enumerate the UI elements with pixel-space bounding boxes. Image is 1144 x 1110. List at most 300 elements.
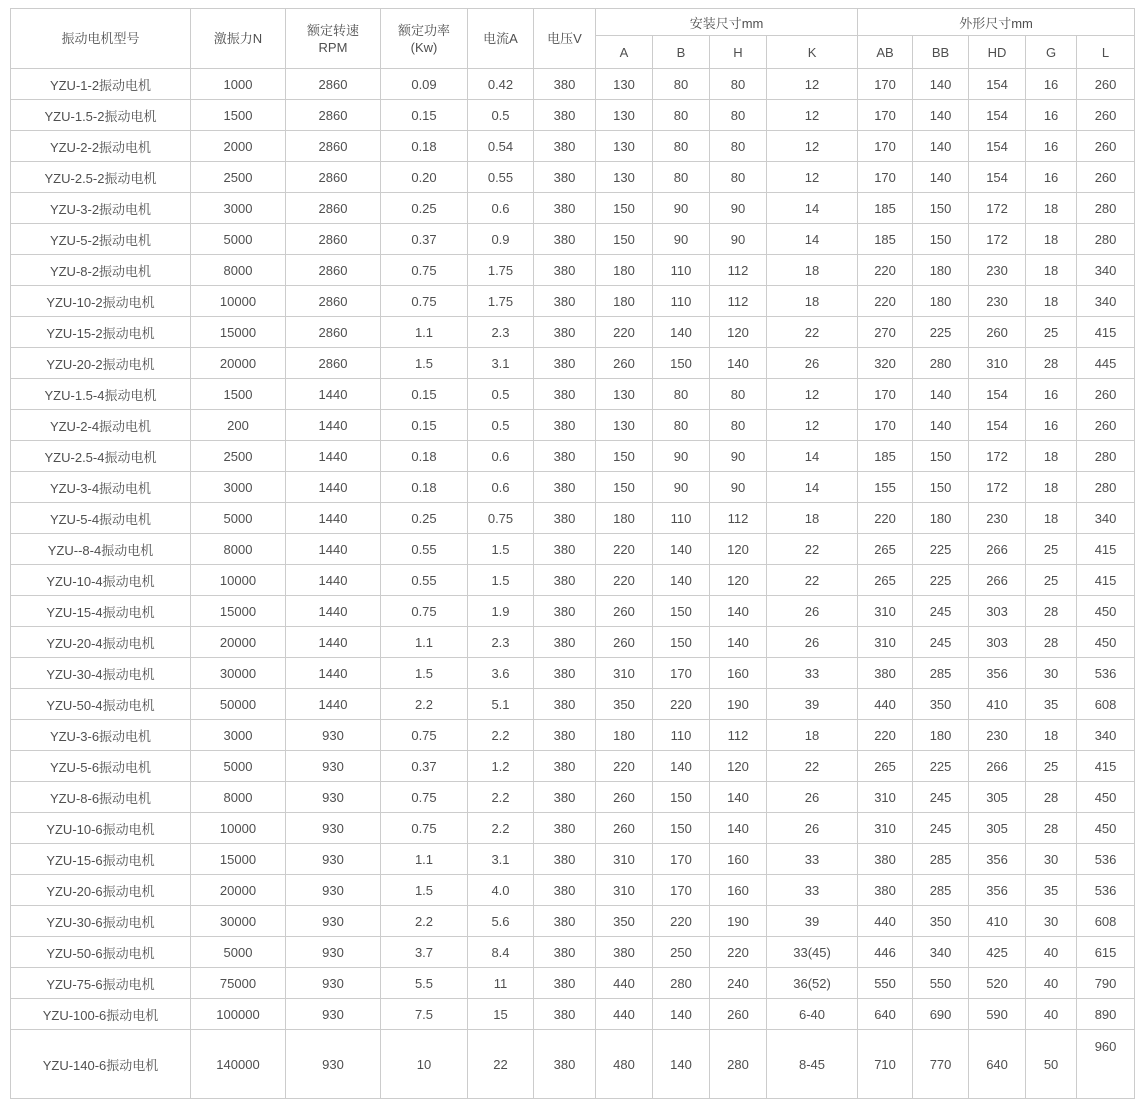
cell-value: 6-40	[767, 999, 858, 1030]
cell-value: 130	[596, 162, 653, 193]
cell-value: 410	[969, 689, 1026, 720]
cell-value: 1440	[286, 410, 381, 441]
cell-value: 170	[653, 875, 710, 906]
cell-value: 250	[653, 937, 710, 968]
cell-value: 285	[913, 875, 969, 906]
cell-value: 130	[596, 410, 653, 441]
cell-value: 18	[767, 286, 858, 317]
cell-value: 450	[1077, 627, 1135, 658]
cell-value: 536	[1077, 844, 1135, 875]
cell-value: 130	[596, 379, 653, 410]
cell-value: 3.1	[468, 348, 534, 379]
cell-value: 220	[710, 937, 767, 968]
cell-value: 80	[653, 379, 710, 410]
cell-model: YZU-140-6振动电机	[11, 1030, 191, 1099]
cell-value: 80	[653, 100, 710, 131]
cell-value: 10000	[191, 286, 286, 317]
cell-value: 2.3	[468, 627, 534, 658]
cell-value: 0.37	[381, 751, 468, 782]
cell-value: 930	[286, 1030, 381, 1099]
cell-value: 90	[710, 472, 767, 503]
cell-value: 110	[653, 503, 710, 534]
cell-model: YZU-50-6振动电机	[11, 937, 191, 968]
cell-value: 266	[969, 534, 1026, 565]
cell-value: 5000	[191, 751, 286, 782]
cell-value: 280	[710, 1030, 767, 1099]
cell-value: 150	[596, 472, 653, 503]
cell-value: 450	[1077, 782, 1135, 813]
cell-value: 265	[858, 751, 913, 782]
cell-value: 640	[969, 1030, 1026, 1099]
cell-value: 225	[913, 534, 969, 565]
cell-value: 1440	[286, 379, 381, 410]
cell-value: 2860	[286, 162, 381, 193]
cell-value: 20000	[191, 348, 286, 379]
cell-value: 15000	[191, 844, 286, 875]
table-row	[11, 720, 1135, 751]
cell-value: 1.5	[381, 658, 468, 689]
cell-value: 260	[596, 782, 653, 813]
cell-value: 380	[534, 69, 596, 100]
cell-value: 930	[286, 906, 381, 937]
cell-value: 220	[653, 906, 710, 937]
cell-value: 2500	[191, 162, 286, 193]
table-row	[11, 348, 1135, 379]
cell-value: 380	[534, 999, 596, 1030]
cell-value: 1.1	[381, 627, 468, 658]
cell-value: 220	[858, 720, 913, 751]
cell-value: 0.5	[468, 410, 534, 441]
cell-value: 170	[858, 69, 913, 100]
cell-value: 12	[767, 162, 858, 193]
cell-model: YZU--8-4振动电机	[11, 534, 191, 565]
cell-value: 16	[1026, 162, 1077, 193]
cell-value: 260	[710, 999, 767, 1030]
cell-value: 150	[596, 193, 653, 224]
cell-value: 380	[534, 286, 596, 317]
cell-value: 28	[1026, 782, 1077, 813]
cell-value: 80	[653, 69, 710, 100]
cell-value: 356	[969, 658, 1026, 689]
cell-value: 140	[710, 596, 767, 627]
cell-value: 185	[858, 224, 913, 255]
cell-value: 415	[1077, 751, 1135, 782]
cell-value: 2860	[286, 100, 381, 131]
cell-value: 310	[596, 875, 653, 906]
cell-value: 180	[913, 720, 969, 751]
cell-value: 180	[913, 503, 969, 534]
cell-model: YZU-1-2振动电机	[11, 69, 191, 100]
cell-value: 112	[710, 255, 767, 286]
cell-value: 340	[1077, 720, 1135, 751]
cell-value: 930	[286, 751, 381, 782]
cell-value: 1440	[286, 658, 381, 689]
cell-value: 50000	[191, 689, 286, 720]
cell-value: 380	[534, 255, 596, 286]
cell-value: 8-45	[767, 1030, 858, 1099]
cell-value: 1440	[286, 503, 381, 534]
cell-model: YZU-8-2振动电机	[11, 255, 191, 286]
cell-value: 150	[653, 596, 710, 627]
cell-value: 15000	[191, 317, 286, 348]
cell-value: 36(52)	[767, 968, 858, 999]
cell-value: 2.2	[468, 782, 534, 813]
cell-value: 200	[191, 410, 286, 441]
cell-value: 380	[534, 379, 596, 410]
cell-value: 120	[710, 317, 767, 348]
cell-value: 170	[858, 379, 913, 410]
cell-value: 930	[286, 875, 381, 906]
cell-value: 8000	[191, 255, 286, 286]
cell-value: 303	[969, 596, 1026, 627]
cell-value: 450	[1077, 813, 1135, 844]
cell-value: 120	[710, 534, 767, 565]
cell-value: 16	[1026, 69, 1077, 100]
cell-value: 150	[913, 193, 969, 224]
cell-value: 340	[1077, 503, 1135, 534]
column-header-force: 激振力N	[191, 9, 286, 69]
cell-value: 1.9	[468, 596, 534, 627]
cell-value: 26	[767, 596, 858, 627]
cell-value: 380	[534, 782, 596, 813]
cell-value: 18	[1026, 286, 1077, 317]
cell-value: 0.18	[381, 472, 468, 503]
cell-model: YZU-20-4振动电机	[11, 627, 191, 658]
cell-value: 140	[653, 751, 710, 782]
table-row	[11, 875, 1135, 906]
column-header-voltage: 电压V	[534, 9, 596, 69]
column-header-model: 振动电机型号	[11, 9, 191, 69]
table-row	[11, 627, 1135, 658]
cell-value: 1440	[286, 689, 381, 720]
cell-value: 20000	[191, 875, 286, 906]
cell-value: 25	[1026, 534, 1077, 565]
cell-value: 310	[969, 348, 1026, 379]
column-header-b: B	[653, 36, 710, 69]
cell-value: 536	[1077, 658, 1135, 689]
cell-value: 18	[1026, 224, 1077, 255]
cell-value: 140	[710, 348, 767, 379]
cell-value: 3000	[191, 720, 286, 751]
table-row	[11, 317, 1135, 348]
cell-value: 170	[858, 100, 913, 131]
cell-value: 260	[1077, 100, 1135, 131]
cell-value: 12	[767, 100, 858, 131]
cell-value: 260	[1077, 379, 1135, 410]
cell-value: 130	[596, 131, 653, 162]
cell-value: 90	[653, 441, 710, 472]
cell-model: YZU-15-4振动电机	[11, 596, 191, 627]
cell-value: 380	[534, 131, 596, 162]
cell-value: 280	[1077, 472, 1135, 503]
cell-value: 0.54	[468, 131, 534, 162]
cell-value: 380	[534, 1030, 596, 1099]
cell-value: 150	[653, 782, 710, 813]
cell-value: 140	[913, 131, 969, 162]
cell-value: 140	[913, 100, 969, 131]
cell-value: 2860	[286, 131, 381, 162]
table-row	[11, 472, 1135, 503]
cell-value: 220	[596, 751, 653, 782]
cell-value: 80	[710, 162, 767, 193]
cell-value: 0.25	[381, 503, 468, 534]
cell-value: 5.5	[381, 968, 468, 999]
cell-value: 160	[710, 875, 767, 906]
cell-value: 5000	[191, 937, 286, 968]
cell-value: 0.5	[468, 379, 534, 410]
cell-value: 0.6	[468, 193, 534, 224]
cell-value: 155	[858, 472, 913, 503]
cell-value: 310	[858, 596, 913, 627]
cell-value: 14	[767, 193, 858, 224]
cell-value: 80	[710, 100, 767, 131]
table-row	[11, 565, 1135, 596]
cell-value: 930	[286, 999, 381, 1030]
cell-value: 180	[596, 286, 653, 317]
cell-value: 380	[534, 317, 596, 348]
cell-value: 2860	[286, 255, 381, 286]
cell-value: 240	[710, 968, 767, 999]
cell-value: 150	[653, 813, 710, 844]
cell-value: 170	[858, 131, 913, 162]
cell-value: 380	[534, 565, 596, 596]
cell-value: 690	[913, 999, 969, 1030]
cell-value: 220	[596, 565, 653, 596]
cell-value: 305	[969, 813, 1026, 844]
cell-value: 265	[858, 565, 913, 596]
cell-value: 930	[286, 720, 381, 751]
cell-value: 446	[858, 937, 913, 968]
cell-value: 39	[767, 689, 858, 720]
cell-value: 18	[1026, 193, 1077, 224]
cell-value: 80	[710, 131, 767, 162]
cell-value: 310	[858, 627, 913, 658]
cell-value: 33	[767, 658, 858, 689]
cell-value: 112	[710, 286, 767, 317]
cell-value: 440	[858, 689, 913, 720]
cell-value: 154	[969, 100, 1026, 131]
table-row	[11, 844, 1135, 875]
cell-value: 220	[858, 286, 913, 317]
cell-value: 25	[1026, 565, 1077, 596]
cell-value: 0.75	[381, 286, 468, 317]
cell-value: 356	[969, 844, 1026, 875]
cell-value: 1.75	[468, 286, 534, 317]
cell-value: 22	[767, 317, 858, 348]
cell-value: 380	[534, 720, 596, 751]
cell-value: 28	[1026, 348, 1077, 379]
cell-value: 3.6	[468, 658, 534, 689]
cell-value: 380	[534, 441, 596, 472]
cell-model: YZU-20-6振动电机	[11, 875, 191, 906]
cell-value: 172	[969, 224, 1026, 255]
cell-value: 12	[767, 69, 858, 100]
cell-value: 40	[1026, 937, 1077, 968]
cell-value: 280	[653, 968, 710, 999]
cell-value: 90	[710, 193, 767, 224]
table-row	[11, 689, 1135, 720]
cell-value: 0.55	[381, 534, 468, 565]
cell-value: 190	[710, 689, 767, 720]
cell-value: 25	[1026, 751, 1077, 782]
cell-value: 440	[596, 968, 653, 999]
cell-value: 140	[710, 627, 767, 658]
column-header-rpm-line1: 额定转速	[306, 22, 359, 38]
cell-value: 380	[534, 162, 596, 193]
table-row	[11, 224, 1135, 255]
column-header-power-line1: 额定功率	[397, 22, 450, 38]
cell-value: 140	[913, 69, 969, 100]
cell-value: 220	[858, 503, 913, 534]
cell-value: 285	[913, 658, 969, 689]
table-row	[11, 69, 1135, 100]
cell-value: 930	[286, 844, 381, 875]
cell-value: 303	[969, 627, 1026, 658]
cell-model: YZU-50-4振动电机	[11, 689, 191, 720]
cell-value: 140	[913, 410, 969, 441]
cell-value: 185	[858, 441, 913, 472]
cell-value: 550	[913, 968, 969, 999]
cell-value: 180	[913, 255, 969, 286]
cell-value: 2.3	[468, 317, 534, 348]
table-row	[11, 131, 1135, 162]
cell-value: 26	[767, 348, 858, 379]
column-header-hd: HD	[969, 36, 1026, 69]
cell-value: 80	[653, 410, 710, 441]
cell-value: 8.4	[468, 937, 534, 968]
cell-value: 3000	[191, 472, 286, 503]
table-row	[11, 379, 1135, 410]
cell-model: YZU-8-6振动电机	[11, 782, 191, 813]
cell-value: 150	[913, 441, 969, 472]
cell-value: 26	[767, 782, 858, 813]
cell-value: 0.75	[381, 782, 468, 813]
cell-value: 220	[858, 255, 913, 286]
cell-value: 380	[534, 596, 596, 627]
cell-value: 960	[1077, 1030, 1135, 1099]
cell-model: YZU-15-6振动电机	[11, 844, 191, 875]
cell-value: 0.20	[381, 162, 468, 193]
cell-model: YZU-30-6振动电机	[11, 906, 191, 937]
cell-value: 18	[767, 255, 858, 286]
header-group-row	[11, 9, 1135, 36]
cell-value: 140	[913, 162, 969, 193]
cell-value: 20000	[191, 627, 286, 658]
cell-value: 380	[534, 472, 596, 503]
cell-value: 770	[913, 1030, 969, 1099]
cell-value: 0.5	[468, 100, 534, 131]
cell-value: 140	[710, 813, 767, 844]
cell-value: 80	[653, 162, 710, 193]
cell-value: 380	[534, 193, 596, 224]
table-row	[11, 596, 1135, 627]
cell-value: 150	[913, 224, 969, 255]
cell-value: 154	[969, 162, 1026, 193]
cell-value: 0.6	[468, 441, 534, 472]
cell-value: 28	[1026, 813, 1077, 844]
cell-value: 2500	[191, 441, 286, 472]
cell-value: 0.6	[468, 472, 534, 503]
cell-value: 18	[1026, 472, 1077, 503]
cell-value: 0.75	[381, 720, 468, 751]
cell-value: 410	[969, 906, 1026, 937]
cell-value: 220	[596, 534, 653, 565]
cell-value: 154	[969, 379, 1026, 410]
cell-value: 350	[913, 689, 969, 720]
cell-value: 260	[1077, 131, 1135, 162]
table-row	[11, 100, 1135, 131]
table-row	[11, 751, 1135, 782]
cell-value: 380	[534, 627, 596, 658]
column-header-power-line2: (Kw)	[410, 39, 438, 55]
table-row	[11, 255, 1135, 286]
cell-value: 380	[596, 937, 653, 968]
cell-value: 790	[1077, 968, 1135, 999]
cell-value: 0.75	[381, 813, 468, 844]
cell-model: YZU-3-2振动电机	[11, 193, 191, 224]
cell-value: 120	[710, 565, 767, 596]
cell-value: 10000	[191, 813, 286, 844]
cell-value: 80	[710, 379, 767, 410]
cell-value: 16	[1026, 100, 1077, 131]
cell-value: 140	[653, 534, 710, 565]
cell-value: 130	[596, 69, 653, 100]
cell-value: 1500	[191, 100, 286, 131]
cell-value: 310	[596, 658, 653, 689]
cell-value: 270	[858, 317, 913, 348]
cell-value: 230	[969, 503, 1026, 534]
cell-value: 150	[596, 224, 653, 255]
cell-value: 0.75	[381, 596, 468, 627]
cell-value: 170	[653, 658, 710, 689]
cell-value: 12	[767, 131, 858, 162]
cell-value: 90	[653, 224, 710, 255]
cell-value: 1.5	[381, 875, 468, 906]
cell-value: 172	[969, 193, 1026, 224]
cell-value: 140	[653, 565, 710, 596]
cell-value: 14	[767, 224, 858, 255]
cell-value: 154	[969, 69, 1026, 100]
cell-value: 1440	[286, 596, 381, 627]
cell-value: 1440	[286, 441, 381, 472]
cell-value: 5000	[191, 503, 286, 534]
column-group-install-dimensions: 安装尺寸mm	[596, 9, 858, 36]
cell-model: YZU-10-6振动电机	[11, 813, 191, 844]
cell-value: 1000	[191, 69, 286, 100]
cell-value: 260	[596, 596, 653, 627]
cell-value: 12	[767, 410, 858, 441]
column-header-l: L	[1077, 36, 1135, 69]
cell-value: 90	[653, 193, 710, 224]
cell-value: 80	[653, 131, 710, 162]
cell-value: 150	[653, 348, 710, 379]
cell-value: 285	[913, 844, 969, 875]
cell-value: 930	[286, 813, 381, 844]
cell-value: 260	[1077, 410, 1135, 441]
cell-value: 1500	[191, 379, 286, 410]
cell-value: 180	[913, 286, 969, 317]
cell-value: 1.2	[468, 751, 534, 782]
cell-value: 35	[1026, 875, 1077, 906]
cell-value: 380	[534, 937, 596, 968]
cell-value: 170	[858, 162, 913, 193]
cell-value: 425	[969, 937, 1026, 968]
cell-value: 520	[969, 968, 1026, 999]
table-row	[11, 782, 1135, 813]
cell-model: YZU-30-4振动电机	[11, 658, 191, 689]
cell-value: 14	[767, 441, 858, 472]
column-header-rpm-line2: RPM	[318, 39, 348, 55]
